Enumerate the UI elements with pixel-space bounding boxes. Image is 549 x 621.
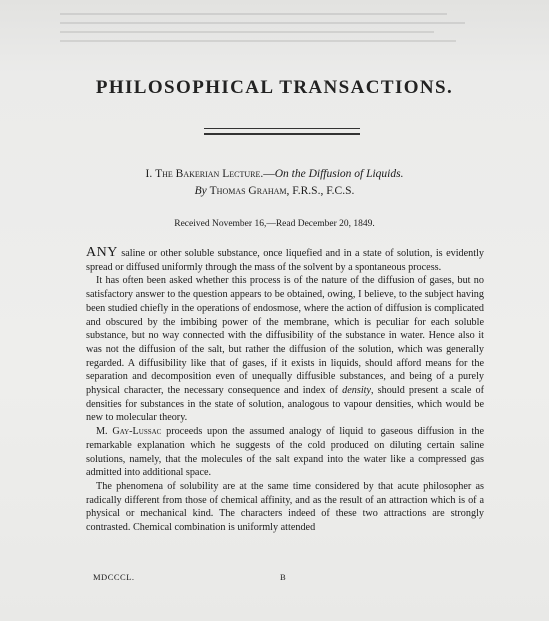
paragraph-3: [86, 425, 484, 480]
paragraph-2-end: , should present a scale of densities for substances in the state of solution, analogous to vapour densities, which would be new to molecular theory.: [86, 385, 485, 424]
author-credentials: , F.R.S., F.C.S.: [286, 185, 355, 197]
paragraph-1: [86, 246, 484, 274]
bleed-through-text: [60, 6, 500, 49]
received-date: Received November 16,—Read December 20, 1849.: [174, 219, 375, 229]
title-rule: [204, 128, 360, 135]
paragraph-2-text: It has often been asked whether this process is of the nature of the diffusion of gases, but no satisfactory answer to the question appears to be obtained, owing, I believe, to the subject having been studied chiefly in the operations of endosmose, where the action of diffusion is complicated and obscured by the imbibing power of the membrane, which is peculiar for each soluble substance, but no way connected with the diffusibility of the substance in water. Hence also it was not the diffusion of the salt, but rather the diffusion of the solution, which was generally regarded. A diffusibility like that of gases, if it exists in liquids, should afford means for the separation and decomposition even of unequally diffusible substances, and being of a purely physical character, the necessary consequence and index of: [86, 275, 484, 397]
author-line: [0, 185, 549, 197]
journal-title: PHILOSOPHICAL TRANSACTIONS.: [95, 77, 454, 98]
author-by: By: [194, 185, 207, 197]
paragraph-4: [86, 480, 484, 535]
body-text: [86, 246, 484, 535]
paragraph-3-lead: M. Gay-Lussac: [96, 426, 162, 438]
footer-signature: B: [280, 572, 287, 582]
lecture-number: I.: [145, 168, 153, 180]
opening-word: ANY: [86, 245, 118, 260]
lecture-heading: [0, 168, 549, 180]
lecture-subject: On the Diffusion of Liquids.: [274, 168, 404, 180]
paragraph-2-italic: density: [342, 385, 371, 397]
paragraph-1-text: saline or other soluble substance, once liquefied and in a state of solution, is evidently spread or diffused uniformly through the mass of the solvent by a spontaneous process.: [86, 248, 484, 273]
lecture-label: The Bakerian Lecture.: [155, 168, 264, 180]
footer-volume: MDCCCL.: [93, 572, 135, 582]
paragraph-4-text: The phenomena of solubility are at the same time considered by that acute philosopher as radically different from those of chemical affinity, and as the result of an attraction which is of a physical or mechanical kind. The characters indeed of these two attractions are strongly contrasted. Chemical combination is uniformly attended: [86, 480, 484, 534]
paragraph-3-text: proceeds upon the assumed analogy of liquid to gaseous diffusion in the remarkable explanation which he suggests of the cold produced on diluting certain saline solutions, namely, that the molecules of the salt expand into the water like a compressed gas admitted into additional space.: [86, 426, 484, 479]
author-name: Thomas Graham: [209, 185, 287, 197]
paragraph-2: [86, 274, 484, 425]
lecture-dash: —: [263, 168, 275, 180]
